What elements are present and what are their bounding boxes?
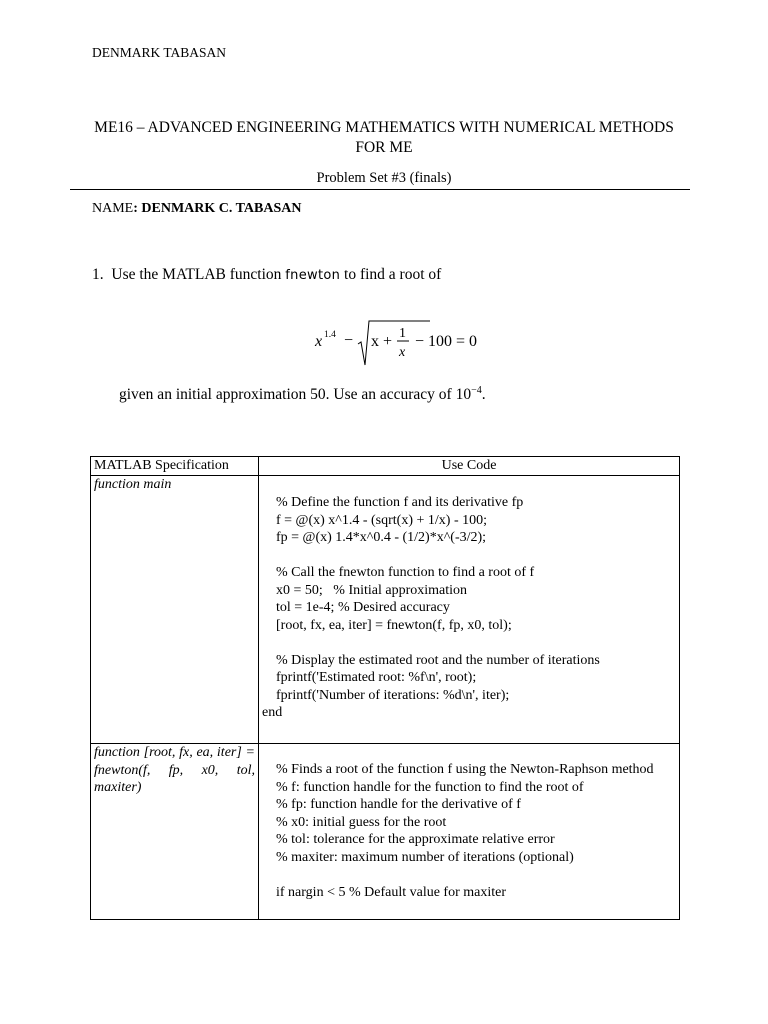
accuracy-exponent: −4 [471,385,482,396]
code-line: % x0: initial guess for the root [276,814,447,830]
code-line-blank [262,866,676,884]
code-line: % maxiter: maximum number of iterations (optional) [276,849,574,865]
code-line: % Display the estimated root and the number of iterations [276,652,600,668]
question-text-after: to find a root of [344,266,442,283]
problem-set-title: Problem Set #3 (finals) [316,170,452,186]
code-line: % tol: tolerance for the approximate relative error [276,832,555,847]
code-line: if nargin < 5 % Default value for maxiter [276,884,507,900]
code-cell-main [259,476,680,744]
eq-exponent: 1.4 [324,330,336,340]
code-line-end: end [262,705,283,720]
question-number: 1. [92,266,104,283]
name-label: NAME [92,201,134,216]
header-divider [70,189,690,190]
code-line: % fp: function handle for the derivative of f [276,797,521,812]
code-line: % Define the function f and its derivative fp [276,495,524,510]
given-end: . [481,386,486,404]
course-title-line2: FOR ME [355,139,413,156]
spec-function-fnewton: function [root, fx, ea, iter] = fnewton(f, fp, x0, tol, maxiter) [91,744,259,920]
eq-frac-num: 1 [399,326,406,341]
code-block-main [262,476,676,722]
code-line: x0 = 50; % Initial approximation [276,582,468,598]
eq-minus: − [344,332,354,349]
code-line: fp = @(x) 1.4*x^0.4 - (1/2)*x^(-3/2); [276,530,487,545]
code-line-blank [262,634,676,652]
eq-frac-den: x [399,345,406,360]
code-line-blank [262,547,676,565]
code-line: fprintf('Number of iterations: %d\n', iter); [276,687,510,703]
code-line: % Call the fnewton function to find a root of f [276,565,535,580]
code-line: tol = 1e-4; % Desired accuracy [276,600,450,615]
code-line: [root, fx, ea, iter] = fnewton(f, fp, x0, tol); [276,617,512,633]
equation [308,318,498,372]
student-name-line [92,201,302,217]
matlab-spec-table [90,456,680,920]
eq-base: x [315,333,323,350]
table-row [91,744,680,920]
given-statement [119,385,486,404]
eq-radicand-x: x + [371,333,393,350]
table-header-row [91,457,680,476]
header-use-code: Use Code [259,457,680,476]
question-1 [92,266,441,284]
code-line: f = @(x) x^1.4 - (sqrt(x) + 1/x) - 100; [276,512,487,528]
spec-function-main: function main [91,476,259,744]
header-matlab-spec: MATLAB Specification [91,457,259,476]
course-title-line1: ME16 – ADVANCED ENGINEERING MATHEMATICS WITH NUMERICAL METHODS [94,119,674,136]
given-text: given an initial approximation 50. Use an accuracy of 10 [119,386,472,404]
code-line: % Finds a root of the function f using the Newton-Raphson method [276,762,654,777]
function-name: fnewton [285,268,341,283]
code-block-fnewton [262,744,676,901]
table-row [91,476,680,744]
code-cell-fnewton [259,744,680,920]
code-line: fprintf('Estimated root: %f\n', root); [276,670,477,685]
question-text-before: Use the MATLAB function [111,266,282,283]
document-author-header: DENMARK TABASAN [92,45,227,60]
code-line: % f: function handle for the function to find the root of [276,779,584,795]
eq-tail: − 100 = 0 [415,333,478,350]
student-name: : DENMARK C. TABASAN [133,201,302,216]
